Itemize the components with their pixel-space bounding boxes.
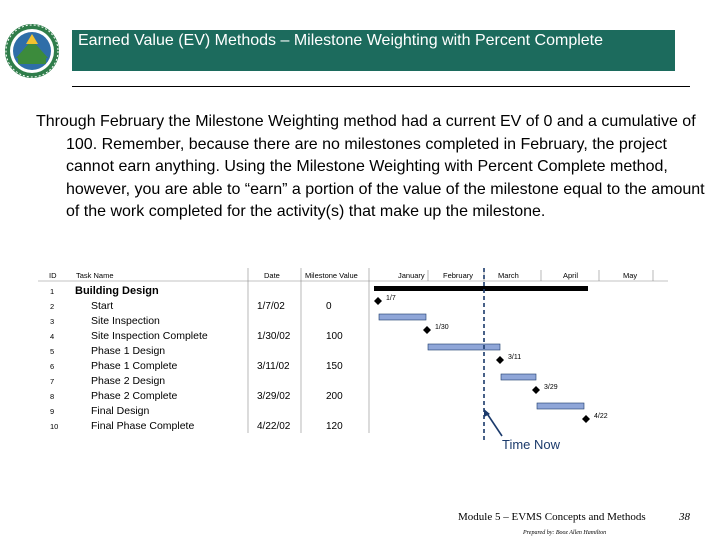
month-headers xyxy=(398,270,653,281)
doe-seal-logo xyxy=(4,22,70,80)
row-id: 2 xyxy=(50,302,55,311)
time-now-arrow xyxy=(486,412,502,436)
row-task-name: Building Design xyxy=(75,285,159,297)
gantt-chart xyxy=(38,268,668,443)
row-task-name: Phase 2 Design xyxy=(91,375,166,387)
row-milestone-value: 0 xyxy=(326,301,332,312)
milestone-diamond xyxy=(496,356,504,364)
row-task-name: Phase 1 Design xyxy=(91,345,166,357)
task-bar xyxy=(379,314,426,320)
row-id: 1 xyxy=(50,287,55,296)
row-task-name: Phase 1 Complete xyxy=(91,360,178,372)
header-milestone-value: Milestone Value xyxy=(305,271,358,280)
row-task-name: Final Design xyxy=(91,405,150,417)
task-bar xyxy=(501,374,536,380)
milestone-date-label: 4/22 xyxy=(594,413,608,420)
header-id: ID xyxy=(49,271,57,280)
header-task-name: Task Name xyxy=(76,271,114,280)
row-id: 7 xyxy=(50,377,55,386)
gantt-rows xyxy=(50,285,343,432)
footer-module: Module 5 – EVMS Concepts and Methods xyxy=(458,511,646,523)
milestone-date-label: 1/30 xyxy=(435,324,449,331)
row-task-name: Final Phase Complete xyxy=(91,420,195,432)
row-date: 3/29/02 xyxy=(257,391,291,402)
footer-prepared-by: Prepared by: Booz Allen Hamilton xyxy=(523,530,607,536)
summary-bar xyxy=(374,286,588,291)
row-task-name: Phase 2 Complete xyxy=(91,390,178,402)
task-bar xyxy=(537,403,584,409)
row-date: 1/30/02 xyxy=(257,331,291,342)
row-milestone-value: 200 xyxy=(326,391,343,402)
row-date: 4/22/02 xyxy=(257,421,291,432)
row-task-name: Site Inspection xyxy=(91,315,160,327)
row-date: 3/11/02 xyxy=(257,361,290,372)
row-id: 10 xyxy=(50,422,59,431)
row-id: 9 xyxy=(50,407,55,416)
milestone-date-label: 1/7 xyxy=(386,295,396,302)
month-label-february: February xyxy=(443,271,474,280)
header-date: Date xyxy=(264,271,280,280)
row-date: 1/7/02 xyxy=(257,301,285,312)
title-divider xyxy=(72,86,690,87)
milestone-date-label: 3/11 xyxy=(508,354,522,361)
gantt-bars xyxy=(374,295,608,423)
month-label-may: May xyxy=(623,271,638,280)
row-id: 5 xyxy=(50,347,55,356)
milestone-diamond xyxy=(374,297,382,305)
row-id: 3 xyxy=(50,317,55,326)
time-now-label: Time Now xyxy=(502,437,561,452)
month-label-january: January xyxy=(398,271,425,280)
gantt-header xyxy=(49,271,358,280)
page-number: 38 xyxy=(679,511,690,523)
row-id: 6 xyxy=(50,362,55,371)
milestone-diamond xyxy=(532,386,540,394)
body-paragraph: Through February the Milestone Weighting method had a current EV of 0 and a cumulative of 100. Remember, because there are no milestones completed in February, the project cannot earn anything. Using the Milestone Weighting with Percent Complete method, however, you are able to “earn” a portion of the value of the milestone equal to the amount of the work completed for the activity(s) that make up the milestone. xyxy=(36,113,705,220)
month-label-march: March xyxy=(498,271,519,280)
milestone-diamond xyxy=(582,415,590,423)
slide-title: Earned Value (EV) Methods – Milestone Weighting with Percent Complete xyxy=(72,30,675,71)
month-label-april: April xyxy=(563,271,579,280)
row-milestone-value: 150 xyxy=(326,361,343,372)
row-id: 8 xyxy=(50,392,55,401)
task-bar xyxy=(428,344,500,350)
row-milestone-value: 120 xyxy=(326,421,343,432)
row-task-name: Site Inspection Complete xyxy=(91,330,208,342)
milestone-date-label: 3/29 xyxy=(544,384,558,391)
row-id: 4 xyxy=(50,332,55,341)
row-task-name: Start xyxy=(91,300,114,312)
row-milestone-value: 100 xyxy=(326,331,343,342)
milestone-diamond xyxy=(423,326,431,334)
